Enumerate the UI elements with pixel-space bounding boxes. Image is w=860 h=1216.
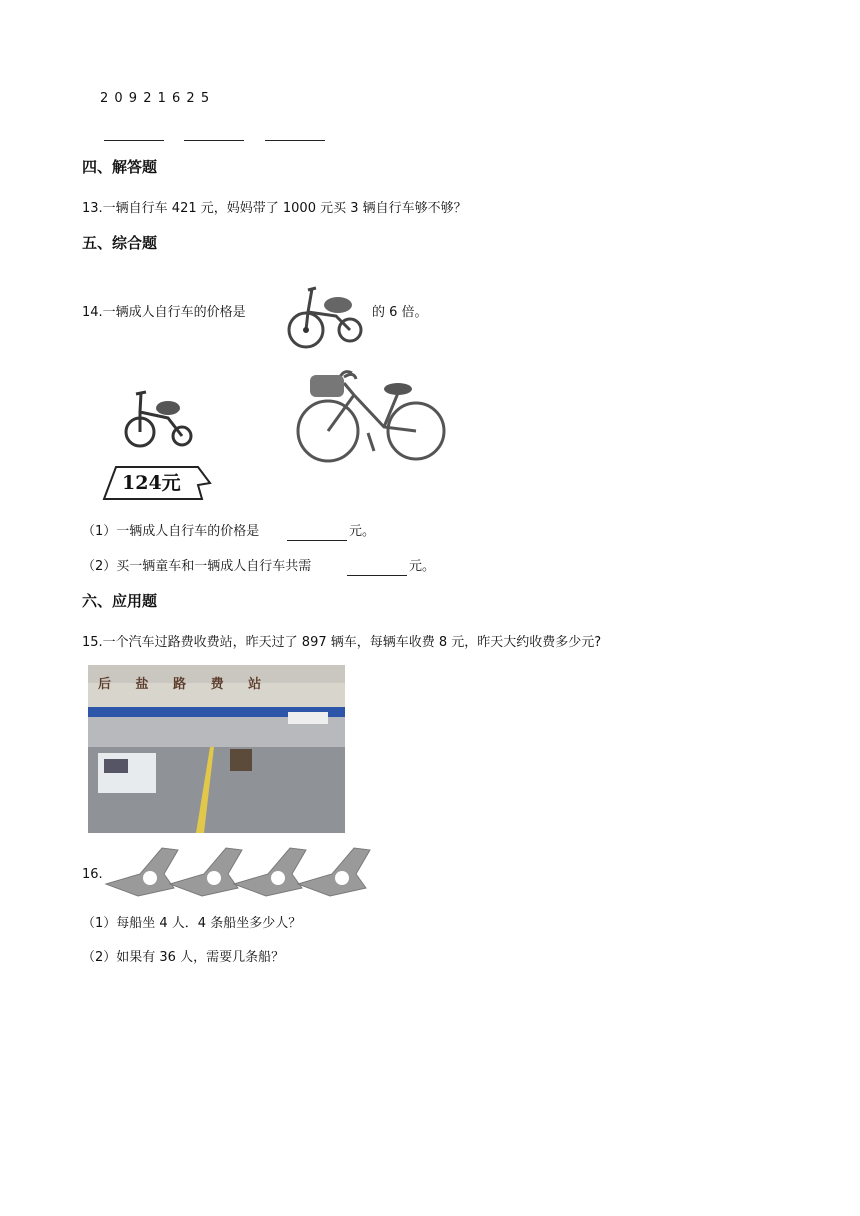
- tricycle-icon: [118, 382, 198, 452]
- question-14-sub1-a: （1）一辆成人自行车的价格是: [82, 524, 260, 539]
- question-14-prefix: 14.一辆成人自行车的价格是: [82, 305, 246, 320]
- boat-icon: [104, 844, 374, 900]
- answer-blank: [287, 540, 347, 541]
- top-numbers: 2 0 9 2 1 6 2 5: [100, 91, 211, 106]
- question-14-sub1-b: 元。: [349, 524, 376, 539]
- answer-blank: [184, 140, 244, 141]
- tricycle-icon: [278, 272, 370, 354]
- answer-blank: [104, 140, 164, 141]
- question-15: 15.一个汽车过路费收费站，昨天过了 897 辆车，每辆车收费 8 元，昨天大约收费多少元?: [82, 635, 602, 650]
- bicycle-icon: [292, 367, 450, 465]
- toll-sign: 后 盐 路 费 站: [98, 677, 272, 692]
- answer-blank: [265, 140, 325, 141]
- price-tag-label: 124元: [122, 472, 181, 494]
- question-14-suffix: 的 6 倍。: [372, 305, 428, 320]
- question-14-sub2-a: （2）买一辆童车和一辆成人自行车共需: [82, 559, 312, 574]
- answer-blank: [347, 575, 407, 576]
- question-16-sub1: （1）每船坐 4 人．4 条船坐多少人？: [82, 916, 302, 931]
- question-13: 13.一辆自行车 421 元，妈妈带了 1000 元买 3 辆自行车够不够？: [82, 201, 467, 216]
- question-16-sub2: （2）如果有 36 人，需要几条船？: [82, 950, 285, 965]
- question-14-sub2-b: 元。: [409, 559, 436, 574]
- toll-station-photo: [88, 665, 345, 833]
- section-5-title: 五、综合题: [82, 234, 158, 252]
- section-6-title: 六、应用题: [82, 592, 158, 610]
- question-16-label: 16.: [82, 867, 103, 882]
- section-4-title: 四、解答题: [82, 158, 158, 176]
